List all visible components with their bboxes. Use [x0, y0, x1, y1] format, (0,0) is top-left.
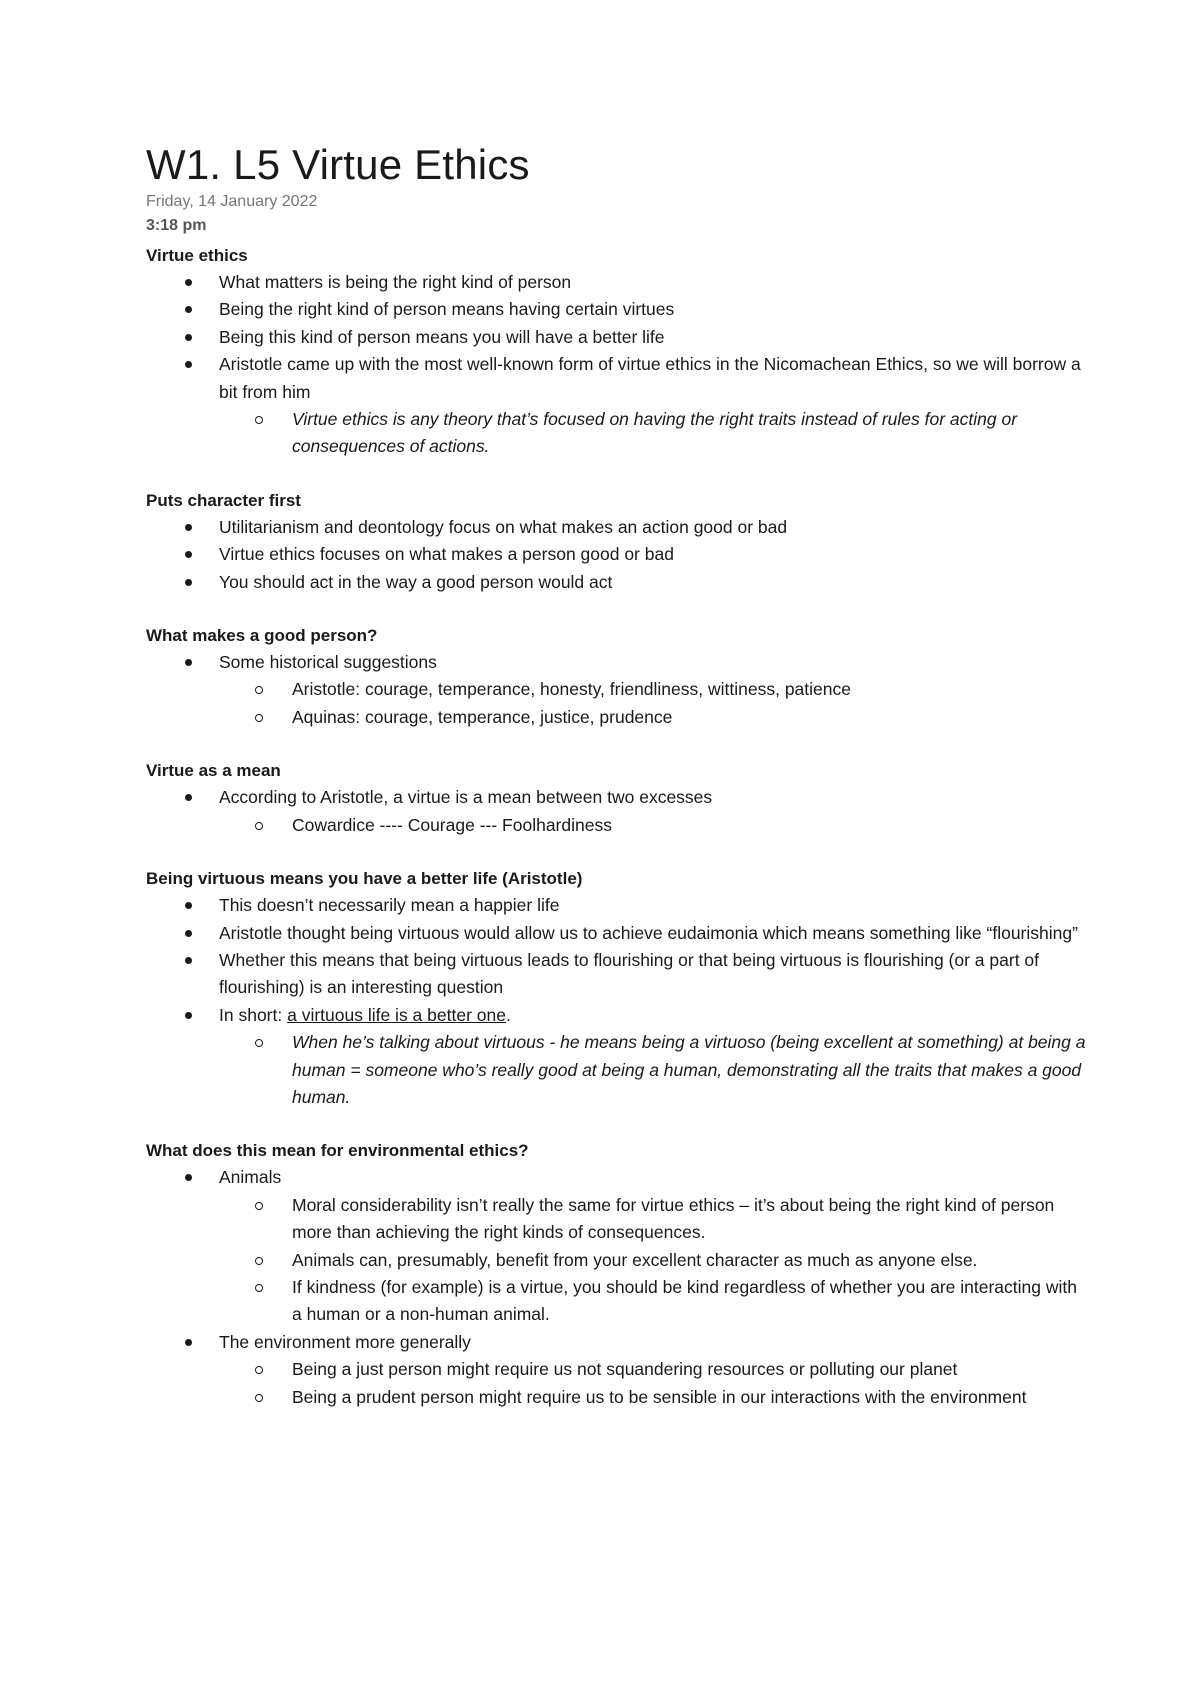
in-short-suffix: .	[505, 1004, 511, 1025]
list-item: Whether this means that being virtuous leads to flourishing or that being virtuous is flourishing (or a part of flourishing) is an interesting question	[219, 947, 1086, 1002]
section-good-person	[146, 622, 1086, 731]
list-item: You should act in the way a good person would act	[219, 569, 1086, 596]
section-heading: Being virtuous means you have a better life (Aristotle)	[146, 869, 583, 889]
list-item: Being the right kind of person means having certain virtues	[219, 296, 1086, 323]
section-heading: Virtue ethics	[146, 246, 248, 265]
in-short-underlined: a virtuous life is a better one	[287, 1004, 506, 1025]
bullet-list	[146, 514, 1086, 596]
note-time: 3:18 pm	[146, 217, 207, 234]
section-better-life	[146, 865, 1086, 1111]
list-item: The environment more generally	[219, 1329, 1086, 1356]
sub-list-item: Moral considerability isn’t really the same for virtue ethics – it’s about being the right kind of person more than achieving the right kinds of consequences.	[292, 1192, 1086, 1247]
sub-list-item: Being a prudent person might require us to be sensible in our interactions with the environment	[292, 1384, 1086, 1411]
list-item: Being this kind of person means you will have a better life	[219, 324, 1086, 351]
list-item: What matters is being the right kind of person	[219, 269, 1086, 296]
section-environmental-ethics	[146, 1137, 1086, 1411]
list-item: According to Aristotle, a virtue is a mean between two excesses	[219, 784, 1086, 811]
list-item: Animals	[219, 1164, 1086, 1191]
sub-list-item: Being a just person might require us not squandering resources or polluting our planet	[292, 1356, 1086, 1383]
page-title: W1. L5 Virtue Ethics	[146, 141, 530, 188]
in-short-prefix: In short:	[219, 1004, 288, 1025]
bullet-list	[146, 649, 1086, 731]
section-virtue-ethics	[146, 242, 1086, 461]
sub-list-item: Animals can, presumably, benefit from your excellent character as much as anyone else.	[292, 1247, 1086, 1274]
note-content	[146, 140, 1086, 1411]
list-item: Virtue ethics focuses on what makes a person good or bad	[219, 541, 1086, 568]
sub-list-item: When he’s talking about virtuous - he means being a virtuoso (being excellent at something) at being a human = someone who’s really good at being a human, demonstrating all the traits that makes a good human.	[292, 1029, 1086, 1111]
list-item: Utilitarianism and deontology focus on what makes an action good or bad	[219, 514, 1086, 541]
sub-list-item: Aristotle: courage, temperance, honesty, friendliness, wittiness, patience	[292, 676, 1086, 703]
sub-list-item: Virtue ethics is any theory that’s focused on having the right traits instead of rules for acting or consequences of actions.	[292, 406, 1086, 461]
list-item: Aristotle thought being virtuous would allow us to achieve eudaimonia which means something like “flourishing”	[219, 920, 1086, 947]
list-item: Some historical suggestions	[219, 649, 1086, 676]
section-heading: What makes a good person?	[146, 626, 378, 646]
section-heading: Puts character first	[146, 490, 301, 510]
sub-list-item: If kindness (for example) is a virtue, you should be kind regardless of whether you are interacting with a human or a non-human animal.	[292, 1274, 1086, 1329]
list-item: Aristotle came up with the most well-known form of virtue ethics in the Nicomachean Ethics, so we will borrow a bit from him	[219, 351, 1086, 406]
section-heading: What does this mean for environmental ethics?	[146, 1141, 529, 1161]
list-item: This doesn’t necessarily mean a happier life	[219, 892, 1086, 919]
bullet-list	[146, 269, 1086, 461]
section-puts-character-first	[146, 487, 1086, 596]
note-date: Friday, 14 January 2022	[146, 193, 318, 210]
list-item-in-short	[219, 1002, 1086, 1029]
sub-list-item: Cowardice ---- Courage --- Foolhardiness	[292, 812, 1086, 839]
bullet-list	[146, 1164, 1086, 1411]
section-virtue-as-mean	[146, 757, 1086, 839]
section-heading: Virtue as a mean	[146, 761, 281, 781]
sub-list-item: Aquinas: courage, temperance, justice, prudence	[292, 704, 1086, 731]
bullet-list	[146, 784, 1086, 839]
bullet-list	[146, 892, 1086, 1111]
